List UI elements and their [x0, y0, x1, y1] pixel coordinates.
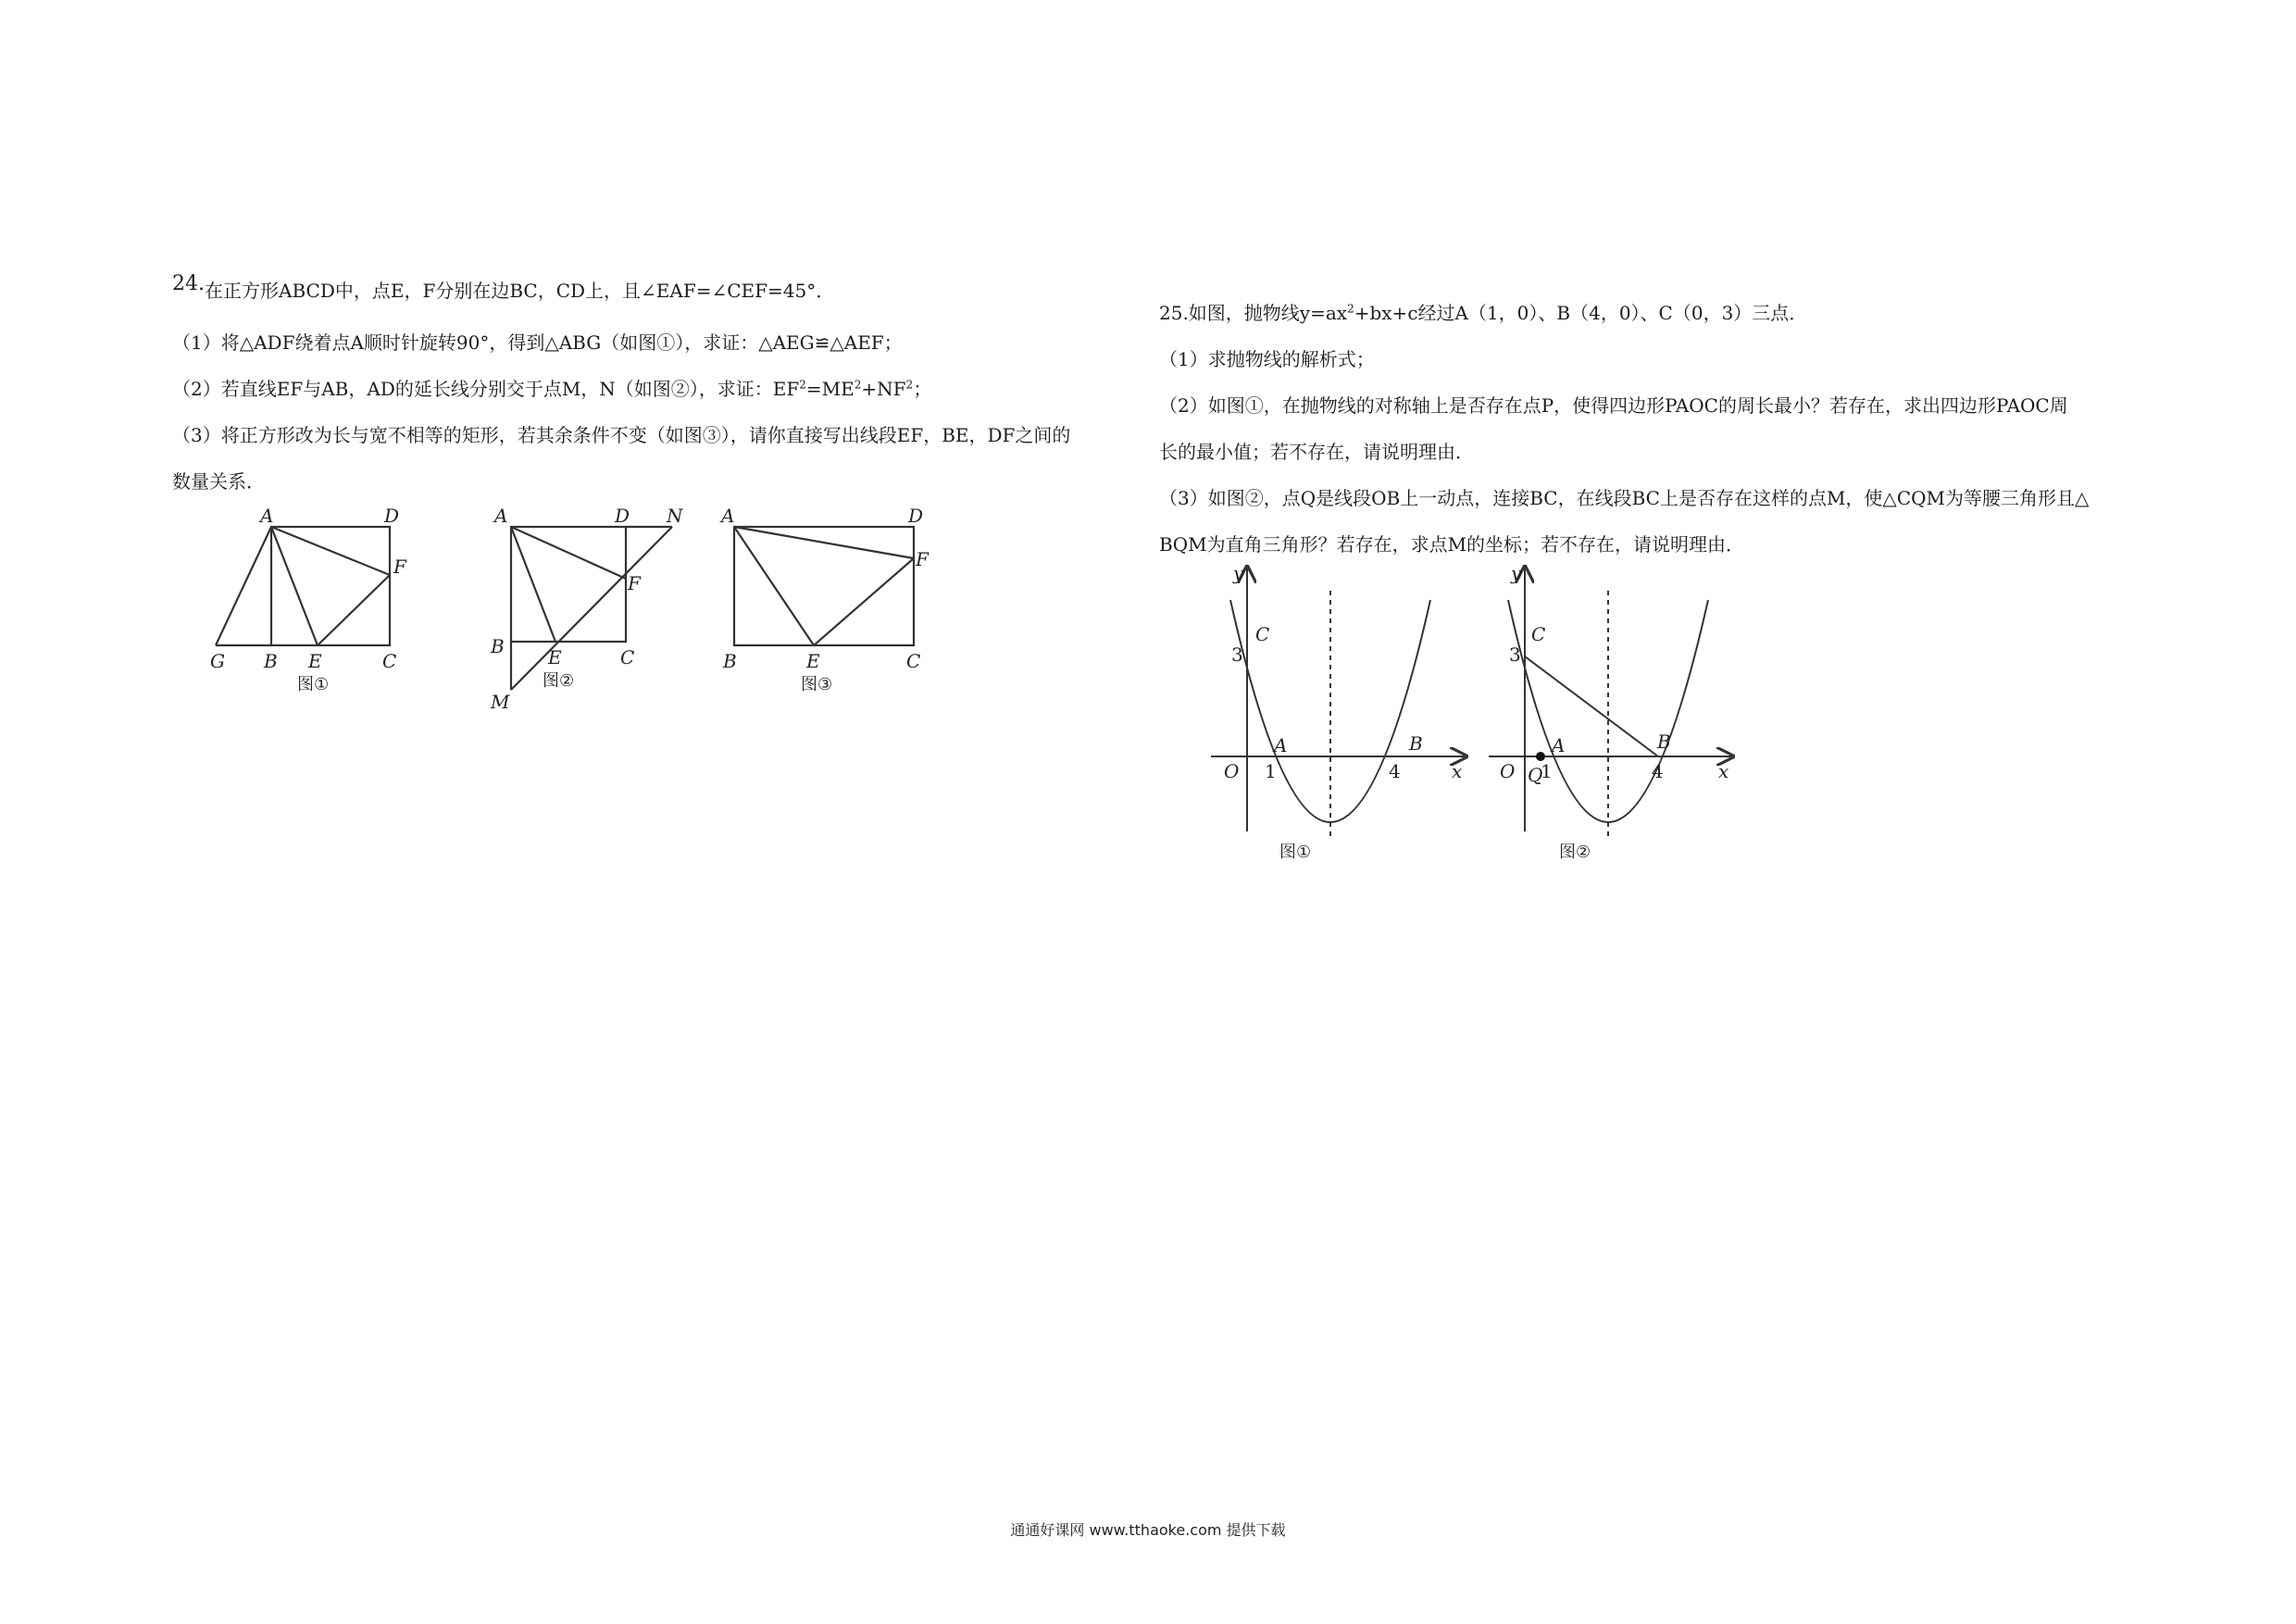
- fig2-label-e: E: [548, 646, 562, 668]
- g2-label-b: B: [1657, 731, 1671, 753]
- q24-figure-3: [718, 505, 940, 704]
- q24-part2-sup: 2: [905, 378, 914, 392]
- fig3-label-c: C: [906, 650, 921, 672]
- q24-part2-sup: 2: [854, 378, 862, 392]
- g1-label-o: O: [1224, 760, 1240, 782]
- fig2-label-m: M: [491, 691, 510, 713]
- q25-stem-text: 25.如图，抛物线y=ax: [1159, 302, 1348, 324]
- q24-part2-text: ；: [913, 378, 932, 400]
- q24-part2-text: （2）若直线EF与AB，AD的延长线分别交于点M，N（如图②），求证：EF: [172, 378, 800, 400]
- q25-part3-line1: （3）如图②，点Q是线段OB上一动点，连接BC，在线段BC上是否存在这样的点M，使△CQM为等腰三角形且△: [1159, 487, 2090, 509]
- fig2-label-d: D: [615, 505, 630, 527]
- q25-part1: （1）求抛物线的解析式；: [1159, 348, 1375, 370]
- q24-part2-text: +NF: [861, 378, 906, 400]
- g1-label-4: 4: [1389, 760, 1401, 782]
- g2-label-o: O: [1500, 760, 1516, 782]
- fig2-label-a: A: [494, 505, 508, 527]
- q25-graph-2: [1481, 563, 1750, 868]
- fig3-label-d: D: [908, 505, 924, 527]
- fig2-label-c: C: [620, 646, 635, 668]
- q25-stem-sup: 2: [1347, 302, 1354, 316]
- q24-figure-2: [481, 505, 704, 718]
- fig2-label-n: N: [667, 505, 683, 527]
- fig1-caption: 图①: [297, 675, 330, 694]
- g1-label-c: C: [1255, 623, 1270, 645]
- g2-label-x: x: [1718, 760, 1729, 782]
- g1-label-y: y: [1233, 563, 1244, 584]
- q25-part3-line2: BQM为直角三角形？若存在，求点M的坐标；若不存在，请说明理由．: [1159, 533, 1745, 556]
- g1-label-b: B: [1409, 732, 1423, 755]
- q24-number: 24.: [172, 272, 205, 295]
- fig3-label-e: E: [806, 650, 820, 672]
- q25-stem: [1159, 300, 1807, 326]
- q24-part1: （1）将△ADF绕着点A顺时针旋转90°，得到△ABG（如图①），求证：△AEG≌△AEF；: [172, 331, 903, 354]
- q24-stem: 在正方形ABCD中，点E，F分别在边BC，CD上，且∠EAF=∠CEF=45°．: [205, 280, 835, 302]
- fig1-label-f: F: [393, 556, 406, 578]
- g2-label-c: C: [1531, 623, 1546, 645]
- g1-label-a: A: [1274, 734, 1288, 756]
- fig1-label-g: G: [210, 650, 225, 672]
- g2-label-y: y: [1511, 563, 1522, 584]
- g1-label-1: 1: [1265, 760, 1277, 782]
- fig1-label-c: C: [382, 650, 397, 672]
- page-footer: 通通好课网 www.tthaoke.com 提供下载: [1010, 1521, 1286, 1539]
- q25-graph-1: [1204, 563, 1472, 868]
- g2-label-1: 1: [1541, 760, 1553, 782]
- q25-part2-line1: （2）如图①，在抛物线的对称轴上是否存在点P，使得四边形PAOC的周长最小？若存在，求出四边形PAOC周: [1159, 394, 2068, 417]
- g1-label-3: 3: [1231, 643, 1243, 666]
- fig2-label-b: B: [491, 635, 505, 657]
- q24-part2-sup: 2: [799, 378, 806, 392]
- q25-part2-line2: 长的最小值；若不存在，请说明理由．: [1159, 441, 1474, 463]
- fig3-label-b: B: [723, 650, 737, 672]
- g1-caption: 图①: [1279, 843, 1312, 862]
- g1-label-x: x: [1452, 760, 1463, 782]
- fig3-label-a: A: [721, 505, 735, 527]
- g2-label-3: 3: [1509, 643, 1521, 666]
- g2-label-q: Q: [1528, 764, 1543, 786]
- q25-stem-text: +bx+c经过A（1，0）、B（4，0）、C（0，3）三点．: [1354, 302, 1808, 324]
- fig1-label-a: A: [260, 505, 274, 527]
- fig3-label-f: F: [916, 548, 929, 570]
- q24-part3-line2: 数量关系．: [172, 470, 265, 493]
- fig1-label-e: E: [308, 650, 322, 672]
- fig1-label-b: B: [264, 650, 278, 672]
- q24-figure-1: [208, 505, 412, 704]
- g2-label-4: 4: [1652, 760, 1664, 782]
- fig2-caption: 图②: [543, 671, 575, 691]
- fig3-caption: 图③: [801, 675, 833, 694]
- q24-part2: [172, 376, 931, 402]
- q24-part3-line1: （3）将正方形改为长与宽不相等的矩形，若其余条件不变（如图③），请你直接写出线段EF，BE，DF之间的: [172, 424, 1071, 446]
- q24-stem-line: [172, 272, 835, 305]
- g2-caption: 图②: [1559, 843, 1591, 862]
- fig1-label-d: D: [384, 505, 400, 527]
- q24-part2-text: =ME: [805, 378, 855, 400]
- fig2-label-f: F: [628, 572, 641, 594]
- g2-label-a: A: [1552, 734, 1566, 756]
